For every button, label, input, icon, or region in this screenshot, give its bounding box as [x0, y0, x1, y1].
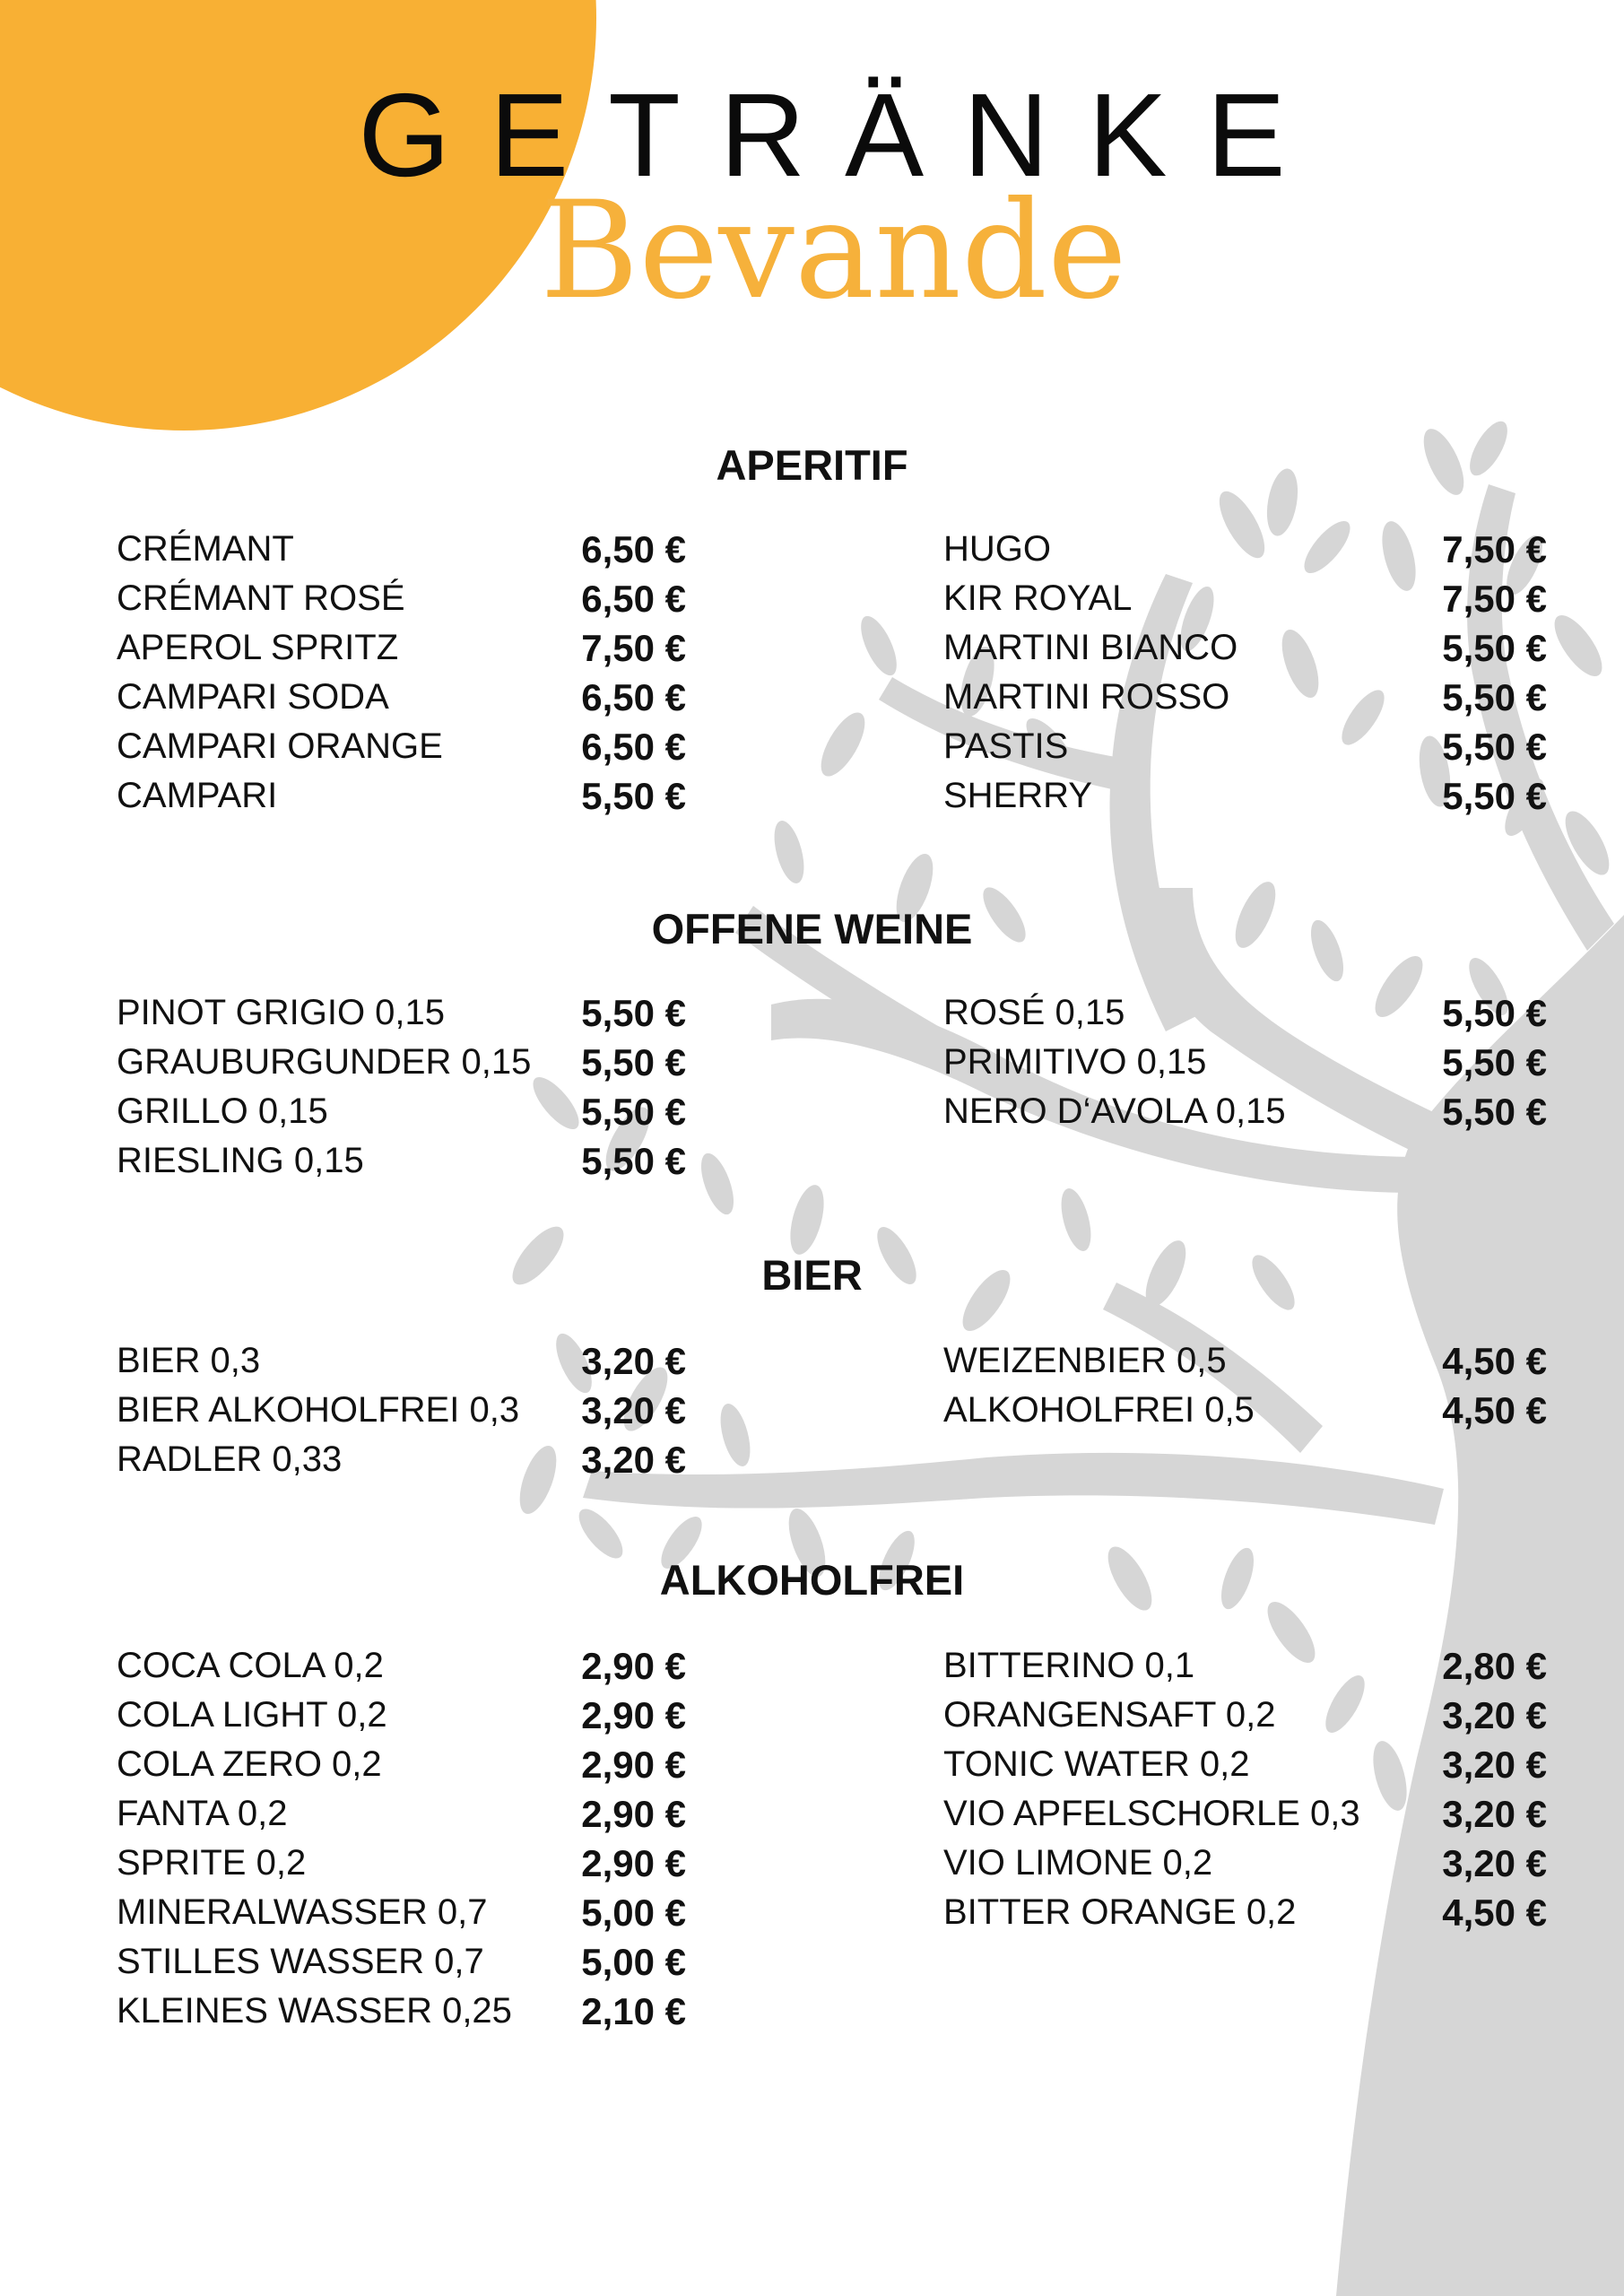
item-name: TONIC WATER 0,2 [943, 1744, 1250, 1784]
item-name: CRÉMANT ROSÉ [117, 578, 405, 618]
item-name: BITTER ORANGE 0,2 [943, 1892, 1297, 1932]
item-price: 6,50 € [581, 726, 686, 768]
item-price: 5,50 € [581, 992, 686, 1034]
page-subtitle: Bevande [540, 173, 1127, 329]
menu-item [943, 1740, 1547, 1789]
item-price: 3,20 € [1442, 1694, 1547, 1736]
menu-item [943, 1691, 1547, 1740]
section-title: ALKOHOLFREI [659, 1556, 965, 1604]
item-price: 5,50 € [1442, 726, 1547, 768]
item-name: COCA COLA 0,2 [117, 1646, 384, 1685]
item-name: MARTINI ROSSO [943, 677, 1230, 717]
item-price: 5,50 € [581, 1140, 686, 1182]
menu-item [943, 1087, 1547, 1136]
menu-item [943, 1789, 1547, 1839]
item-price: 5,50 € [1442, 775, 1547, 817]
column-left [117, 1641, 690, 2036]
item-name: MARTINI BIANCO [943, 628, 1238, 667]
item-price: 3,20 € [1442, 1842, 1547, 1884]
item-name: PASTIS [943, 726, 1069, 766]
column-left [117, 1336, 690, 1484]
item-name: APEROL SPRITZ [117, 628, 399, 667]
item-name: ROSÉ 0,15 [943, 993, 1125, 1032]
item-name: GRILLO 0,15 [117, 1091, 328, 1131]
item-price: 4,50 € [1442, 1340, 1547, 1382]
item-price: 7,50 € [581, 627, 686, 669]
item-name: CRÉMANT [117, 529, 294, 569]
item-name: KLEINES WASSER 0,25 [117, 1991, 512, 2031]
column-right [943, 1641, 1547, 1937]
item-name: COLA LIGHT 0,2 [117, 1695, 387, 1735]
item-name: HUGO [943, 529, 1051, 569]
item-price: 5,50 € [1442, 1041, 1547, 1083]
item-price: 5,50 € [1442, 627, 1547, 669]
column-left [117, 988, 690, 1186]
item-name: RIESLING 0,15 [117, 1141, 364, 1180]
menu-item [117, 1740, 690, 1789]
menu-item [943, 1038, 1547, 1087]
item-name: PRIMITIVO 0,15 [943, 1042, 1207, 1082]
menu-item [117, 623, 690, 673]
menu-item [117, 1336, 690, 1386]
item-name: PINOT GRIGIO 0,15 [117, 993, 446, 1032]
page-title: GETRÄNKE [358, 69, 1325, 201]
menu-item [943, 988, 1547, 1038]
item-name: SPRITE 0,2 [117, 1843, 307, 1883]
menu-item [117, 988, 690, 1038]
menu-item [117, 1691, 690, 1740]
menu-item [943, 673, 1547, 722]
section-title: APERITIF [716, 441, 908, 489]
item-price: 5,50 € [1442, 1091, 1547, 1133]
column-right [943, 525, 1547, 821]
menu-item [943, 574, 1547, 623]
item-price: 6,50 € [581, 676, 686, 718]
item-name: BITTERINO 0,1 [943, 1646, 1195, 1685]
item-name: FANTA 0,2 [117, 1794, 288, 1833]
menu-item [943, 1839, 1547, 1888]
item-price: 3,20 € [581, 1389, 686, 1431]
item-name: CAMPARI ORANGE [117, 726, 443, 766]
column-right [943, 1336, 1547, 1435]
item-price: 5,00 € [581, 1941, 686, 1983]
menu-item [117, 1641, 690, 1691]
item-price: 6,50 € [581, 578, 686, 620]
menu-item [117, 1435, 690, 1484]
menu-item [943, 1641, 1547, 1691]
item-price: 5,50 € [581, 775, 686, 817]
menu-item [943, 1386, 1547, 1435]
menu-item [117, 525, 690, 574]
item-name: MINERALWASSER 0,7 [117, 1892, 488, 1932]
item-price: 5,50 € [1442, 992, 1547, 1034]
column-right [943, 988, 1547, 1136]
column-left [117, 525, 690, 821]
item-price: 3,20 € [1442, 1744, 1547, 1786]
item-name: STILLES WASSER 0,7 [117, 1942, 484, 1981]
item-price: 5,50 € [581, 1041, 686, 1083]
item-name: VIO APFELSCHORLE 0,3 [943, 1794, 1360, 1833]
item-price: 5,50 € [1442, 676, 1547, 718]
item-name: NERO D‘AVOLA 0,15 [943, 1091, 1286, 1131]
section-title: BIER [761, 1251, 863, 1299]
item-price: 3,20 € [581, 1439, 686, 1481]
item-price: 7,50 € [1442, 528, 1547, 570]
menu-item [117, 722, 690, 771]
item-price: 4,50 € [1442, 1389, 1547, 1431]
item-price: 2,80 € [1442, 1645, 1547, 1687]
menu-item [943, 722, 1547, 771]
item-name: ALKOHOLFREI 0,5 [943, 1390, 1255, 1430]
item-price: 7,50 € [1442, 578, 1547, 620]
menu-item [943, 525, 1547, 574]
item-price: 2,90 € [581, 1645, 686, 1687]
item-name: COLA ZERO 0,2 [117, 1744, 382, 1784]
menu-item [943, 623, 1547, 673]
menu-item [117, 1937, 690, 1987]
item-price: 2,10 € [581, 1990, 686, 2032]
item-name: KIR ROYAL [943, 578, 1133, 618]
menu-item [943, 771, 1547, 821]
item-name: VIO LIMONE 0,2 [943, 1843, 1213, 1883]
item-price: 2,90 € [581, 1793, 686, 1835]
menu-item [117, 1136, 690, 1186]
item-price: 4,50 € [1442, 1892, 1547, 1934]
menu-item [117, 1087, 690, 1136]
menu-item [117, 771, 690, 821]
item-name: CAMPARI SODA [117, 677, 389, 717]
item-name: BIER 0,3 [117, 1341, 261, 1380]
menu-item [117, 574, 690, 623]
item-price: 3,20 € [1442, 1793, 1547, 1835]
item-price: 6,50 € [581, 528, 686, 570]
item-name: RADLER 0,33 [117, 1439, 343, 1479]
menu-item [117, 1839, 690, 1888]
item-price: 5,50 € [581, 1091, 686, 1133]
menu-item [943, 1888, 1547, 1937]
menu-item [117, 1789, 690, 1839]
item-name: BIER ALKOHOLFREI 0,3 [117, 1390, 520, 1430]
menu-item [117, 1386, 690, 1435]
item-price: 2,90 € [581, 1694, 686, 1736]
menu-item [117, 673, 690, 722]
item-name: GRAUBURGUNDER 0,15 [117, 1042, 532, 1082]
menu-item [117, 1038, 690, 1087]
item-price: 5,00 € [581, 1892, 686, 1934]
menu-item [117, 1888, 690, 1937]
menu-item [943, 1336, 1547, 1386]
item-price: 2,90 € [581, 1744, 686, 1786]
item-price: 3,20 € [581, 1340, 686, 1382]
item-name: SHERRY [943, 776, 1092, 815]
menu-item [117, 1987, 690, 2036]
item-name: CAMPARI [117, 776, 278, 815]
item-price: 2,90 € [581, 1842, 686, 1884]
item-name: WEIZENBIER 0,5 [943, 1341, 1227, 1380]
section-title: OFFENE WEINE [651, 905, 973, 952]
item-name: ORANGENSAFT 0,2 [943, 1695, 1276, 1735]
